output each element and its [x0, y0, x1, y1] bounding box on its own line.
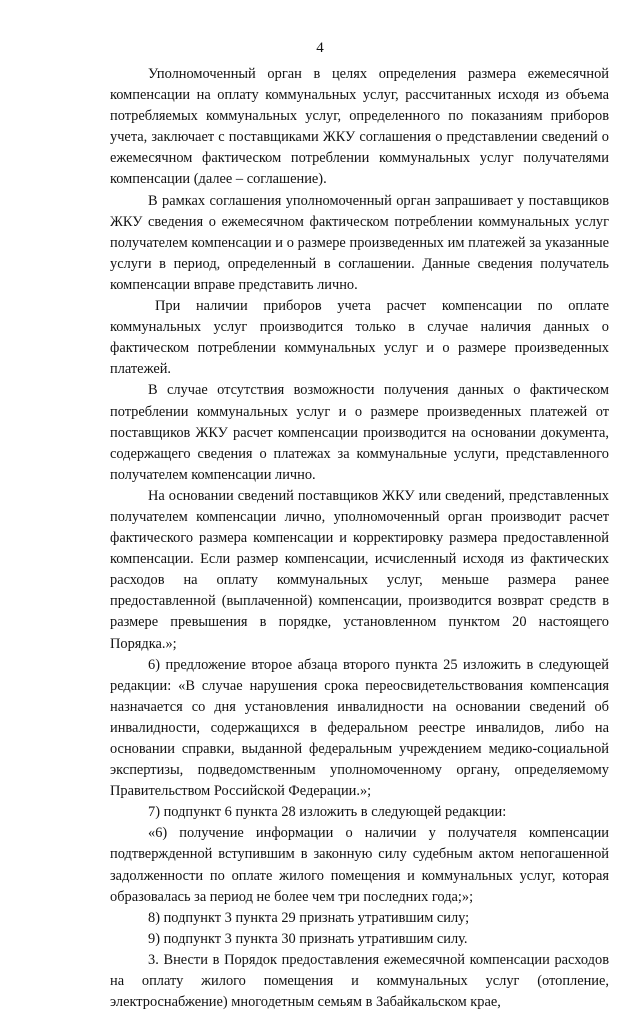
paragraph-agreement: Уполномоченный орган в целях определения размера ежемесячной компенсации на оплату коммунальных услуг, рассчитанных исходя из объема потребляемых коммунальных услуг, определенного по показаниям приборов учета, заключает с поставщиками ЖКУ соглашения о представлении сведений о ежемесячном фактическом потреблении коммунальных услуг получателями компенсации (далее – соглашение).: [110, 66, 609, 188]
paragraph-item-7-text: «6) получение информации о наличии у получателя компенсации подтвержденной вступившим в законную силу судебным актом непогашенной задолженности по оплате жилого помещения и коммунальных услуг, которая образовалась за период не более чем три последних года;»;: [110, 825, 609, 905]
paragraph-item-7: 7) подпункт 6 пункта 28 изложить в следующей редакции:: [148, 804, 507, 821]
paragraph-section-3: 3. Внести в Порядок предоставления ежемесячной компенсации расходов на оплату жилого помещения и коммунальных услуг (отопление, электроснабжение) многодетным семьям в Забайкальском крае,: [110, 951, 609, 1011]
paragraph-item-9: 9) подпункт 3 пункта 30 признать утратившим силу.: [148, 930, 468, 947]
paragraph-item-8: 8) подпункт 3 пункта 29 признать утратившим силу;: [148, 909, 470, 926]
paragraph-meters: При наличии приборов учета расчет компенсации по оплате коммунальных услуг производится только в случае наличия данных о фактическом потреблении коммунальных услуг и о размере произведенных платежей.: [110, 298, 609, 378]
page-number: 4: [316, 40, 324, 56]
paragraph-agreement-scope: В рамках соглашения уполномоченный орган запрашивает у поставщиков ЖКУ сведения о ежемесячном фактическом потреблении коммунальных услуг получателем компенсации и о размере произведенных им платежей за указанные услуги в период, определенный в соглашении. Данные сведения получатель компенсации вправе представить лично.: [110, 192, 609, 293]
document-body: [110, 64, 609, 1013]
paragraph-item-6: 6) предложение второе абзаца второго пункта 25 изложить в следующей редакции: «В случае нарушения срока переосвидетельствования компенсация назначается со дня установления инвалидности на основании сведений об инвалидности, содержащихся в федеральном реестре инвалидов, либо на основании справки, выданной федеральным учреждением медико-социальной экспертизы, подведомственным уполномоченному органу, определяемому Правительством Российской Федерации.»;: [110, 656, 609, 800]
paragraph-no-data: В случае отсутствия возможности получения данных о фактическом потреблении коммунальных услуг и о размере произведенных платежей от поставщиков ЖКУ расчет компенсации производится на основании документа, содержащего сведения о платежах за коммунальные услуги, представленного получателем компенсации лично.: [110, 382, 609, 483]
paragraph-recalculation: На основании сведений поставщиков ЖКУ или сведений, представленных получателем компенсации лично, уполномоченный орган производит расчет фактического размера компенсации и корректировку размера предоставленной компенсации. Если размер компенсации, исчисленный исходя из фактических расходов на оплату коммунальных услуг, меньше размера ранее предоставленной (выплаченной) компенсации, производится возврат средств в размере превышения в порядке, установленном пунктом 20 настоящего Порядка.»;: [110, 487, 609, 652]
